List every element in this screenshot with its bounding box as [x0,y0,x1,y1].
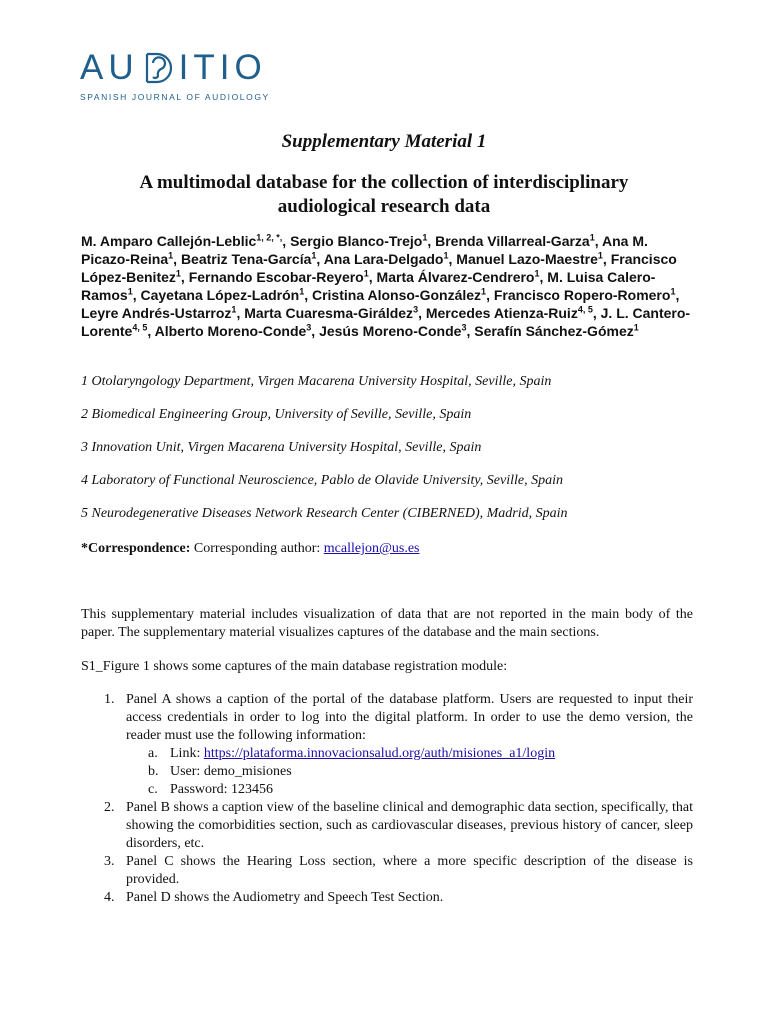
author-affiliation-marker: 1 [534,268,540,279]
list-item [104,799,693,853]
sub-list-item [104,781,693,799]
logo-wordmark [80,50,310,86]
sub-list-item [104,763,693,781]
affiliation-line: 4 Laboratory of Functional Neuroscience, Pablo de Olavide University, Seville, Spain [81,473,564,488]
panel-list [104,691,693,907]
list-item [104,889,693,907]
author-affiliation-marker: 1 [231,304,237,315]
author-affiliation-marker: 1 [633,322,639,333]
affiliation-line: 2 Biomedical Engineering Group, University of Seville, Seville, Spain [81,407,472,422]
list-text: Panel C shows the Hearing Loss section, where a more specific description of the disease is provided. [126,854,693,887]
list-text: Panel D shows the Audiometry and Speech Test Section. [126,890,444,905]
ear-icon [141,51,177,85]
author-name: M. Amparo Callejón-Leblic [81,233,257,249]
author-name: Cristina Alonso-González [311,287,482,303]
author-name: Ana M. Picazo-Reina [81,233,648,267]
list-item [104,853,693,889]
sub-list-letter: b. [148,764,159,779]
author-affiliation-marker: 1 [299,286,305,297]
author-affiliation-marker: 1 [589,232,595,243]
logo-text-left: AU [80,48,139,87]
author-name: Leyre Andrés-Ustarroz [81,305,232,321]
author-name: Francisco Ropero-Romero [493,287,671,303]
sub-list-letter: c. [148,782,158,797]
author-name: Mercedes Atienza-Ruiz [425,305,578,321]
author-name: Francisco López-Benitez [81,251,677,285]
list-number: 4. [104,890,115,905]
author-name: Cayetana López-Ladrón [140,287,300,303]
logo-text-right: ITIO [178,48,267,87]
sub-list-text [170,763,292,781]
sub-list-label: User: demo_misiones [170,764,292,779]
affiliation-line: 1 Otolaryngology Department, Virgen Macarena University Hospital, Seville, Spain [81,374,552,389]
paper-title: A multimodal database for the collection of interdisciplinary audiological research data [139,172,629,217]
author-affiliation-marker: 3 [461,322,467,333]
author-name: J. L. Cantero-Lorente [81,305,691,339]
s1-figure-intro: S1_Figure 1 shows some captures of the main database registration module: [81,659,508,674]
author-affiliation-marker: 1, 2, *, [256,232,283,243]
author-affiliation-marker: 1 [481,286,487,297]
author-affiliation-marker: 1 [311,250,317,261]
sub-list-text [170,745,555,763]
author-name: Alberto Moreno-Conde [154,323,307,339]
author-list: M. Amparo Callejón-Leblic$^{1, 2, *,}$, Sergio Blanco-Trejo$^1$, Brenda Villarreal-Garza$^1$, Ana M. Picazo-Reina$^1$, Beatriz Tena-García$^1$, Ana Lara-Delgado$^1$, Manuel Lazo-Maestre$^1$, Francisco López-Benitez$^1$, Fernando Escobar-Reyero$^1$, Marta Álvarez-Cendrero$^1$, M. Luisa Calero-Ramos$^1$, Cayetana López-Ladrón$^1$, Cristina Alonso-González$^1$, Francisco Ropero-Romero$^1$, Leyre Andrés-Ustarroz$^1$, Marta Cuaresma-Giráldez$^3$, Mercedes Atienza-Ruiz$^{4, 5}$, J. L. Cantero-Lorente$^{4, 5}$, Alberto Moreno-Conde$^3$, Jesús Moreno-Conde$^3$, Serafín Sánchez-Gómez$^1$ [81,232,691,339]
author-name: Serafín Sánchez-Gómez [474,323,634,339]
author-affiliation-marker: 1 [597,250,603,261]
supplement-title: Supplementary Material 1 [281,131,487,152]
author-affiliation-marker: 1 [363,268,369,279]
demo-link[interactable]: https://plataforma.innovacionsalud.org/auth/misiones_a1/login [203,746,556,761]
intro-paragraph: This supplementary material includes visualization of data that are not reported in the main body of the paper. The supplementary material visualizes captures of the database and the main sections. [81,607,693,640]
sub-list-label: Link: [170,746,204,761]
author-name: M. Luisa Calero-Ramos [81,269,656,303]
author-affiliation-marker: 4, 5 [577,304,593,315]
author-affiliation-marker: 3 [306,322,312,333]
author-affiliation-marker: 4, 5 [132,322,148,333]
journal-logo [80,50,310,102]
author-name: Jesús Moreno-Conde [319,323,462,339]
author-affiliation-marker: 1 [175,268,181,279]
list-number: 2. [104,800,115,815]
author-name: Beatriz Tena-García [180,251,312,267]
author-affiliation-marker: 1 [127,286,133,297]
author-name: Marta Cuaresma-Giráldez [244,305,414,321]
author-affiliation-marker: 1 [443,250,449,261]
sub-list-text [170,781,273,799]
author-name: Ana Lara-Delgado [323,251,444,267]
affiliation-list [81,373,701,538]
list-number: 1. [104,692,115,707]
author-affiliation-marker: 1 [422,232,428,243]
logo-tagline: SPANISH JOURNAL OF AUDIOLOGY [80,92,270,102]
sub-list-item [104,745,693,763]
list-text: Panel B shows a caption view of the baseline clinical and demographic data section, specifically, that showing the comorbidities section, such as cardiovascular diseases, previous history of cancer, sleep disorders, etc. [126,800,693,851]
correspondence [81,540,419,558]
sub-list-letter: a. [148,746,158,761]
correspondence-label: *Correspondence: [81,541,191,556]
author-affiliation-marker: 1 [670,286,676,297]
author-name: Sergio Blanco-Trejo [290,233,423,249]
affiliation-line: 5 Neurodegenerative Diseases Network Research Center (CIBERNED), Madrid, Spain [81,506,568,521]
author-affiliation-marker: 3 [413,304,419,315]
author-affiliation-marker: 1 [168,250,174,261]
affiliation-line: 3 Innovation Unit, Virgen Macarena University Hospital, Seville, Spain [81,440,482,455]
author-name: Marta Álvarez-Cendrero [376,269,535,285]
author-name: Manuel Lazo-Maestre [456,251,598,267]
list-item [104,691,693,745]
sub-list-label: Password: 123456 [170,782,274,797]
list-text: Panel A shows a caption of the portal of the database platform. Users are requested to input their access credentials in order to log into the digital platform. In order to use the demo version, the reader must use the following information: [126,692,693,743]
author-name: Brenda Villarreal-Garza [435,233,590,249]
list-number: 3. [104,854,115,869]
correspondence-text: Corresponding author: [190,541,324,556]
author-name: Fernando Escobar-Reyero [188,269,364,285]
correspondence-email-link[interactable]: mcallejon@us.es [323,541,420,556]
